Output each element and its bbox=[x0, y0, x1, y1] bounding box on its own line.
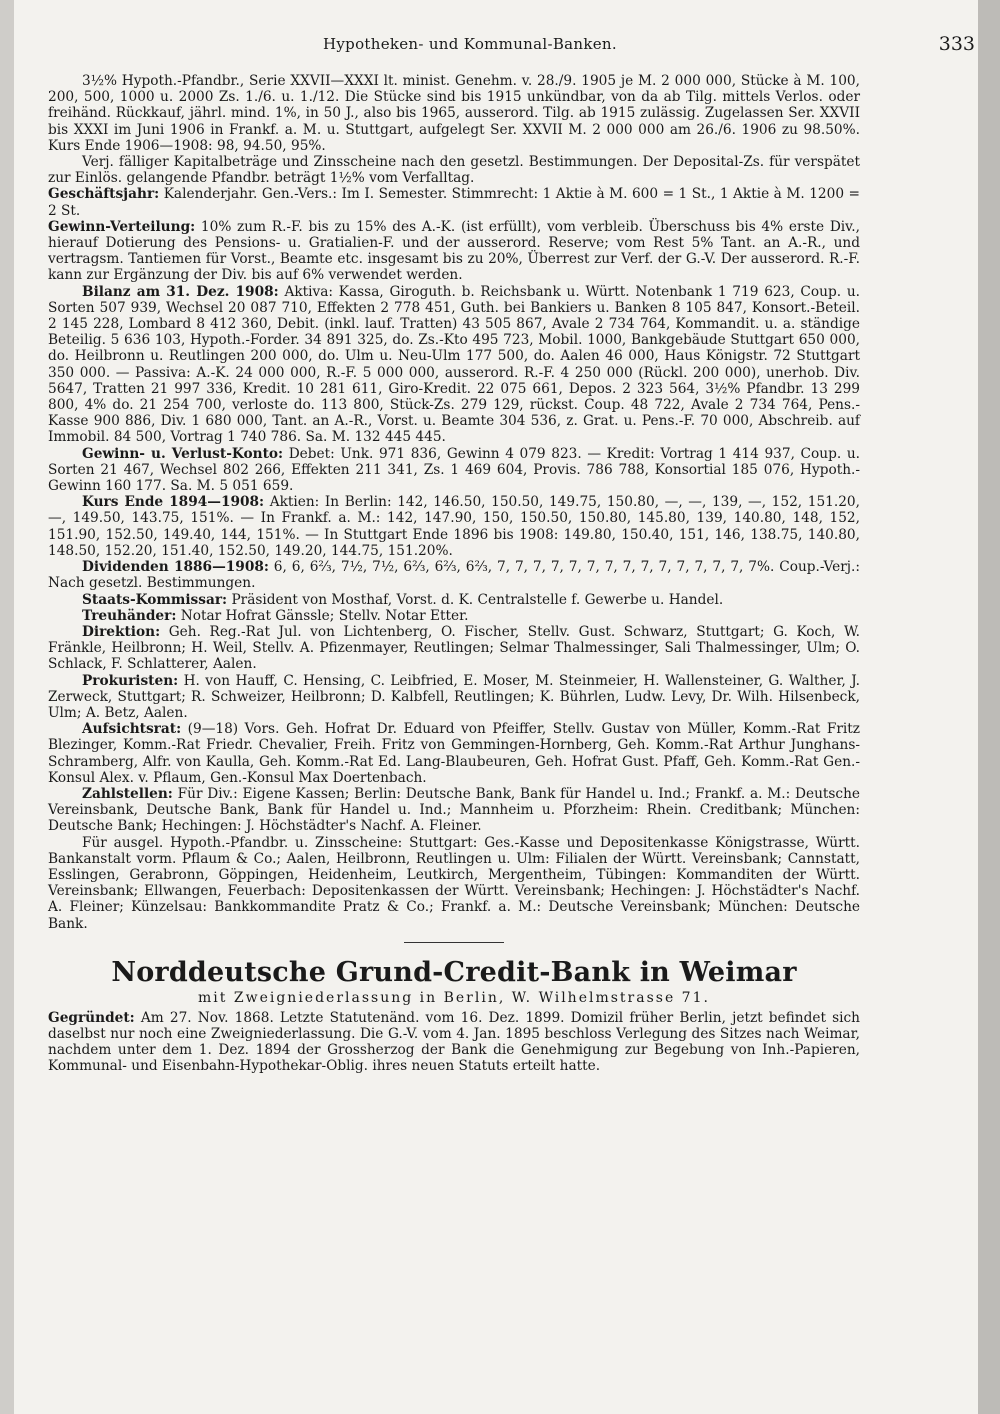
section-text: 6, 6, 6⅔, 7½, 7½, 6⅔, 6⅔, 6⅔, 7, 7, 7, 7, 7, 7, 7, 7, 7, 7, 7, 7, 7, 7, 7%. Coup.-Verj.: Nach gesetzl. Bestimmungen. bbox=[48, 559, 860, 592]
section-aufsichtsrat bbox=[48, 721, 860, 786]
section-geschaeftsjahr bbox=[48, 186, 860, 218]
section-text: 10% zum R.-F. bis zu 15% des A.-K. (ist erfüllt), vom verbleib. Überschuss bis 4% erste Div., hierauf Dotierung des Pensions- u. Gratialien-F. und der ausserord. Reserve; vom Rest 5% Tant. an A.-R., und vertragsm. Tantiemen für Vorst., Beamte etc. insgesamt bis zu 20%, Überrest zur Verf. der G.-V. Der ausserord. R.-F. kann zur Ergänzung der Div. bis auf 6% verwendet werden. bbox=[48, 218, 860, 284]
section-text: Debet: Unk. 971 836, Gewinn 4 079 823. — Kredit: Vortrag 1 414 937, Coup. u. Sorten 21 467, Wechsel 802 266, Effekten 211 341, Zs. 1 469 604, Provis. 786 788, Konsortial 185 076, Hypoth.-Gewinn 160 177. Sa. M. 5 051 659. bbox=[48, 445, 860, 495]
section-bilanz bbox=[48, 284, 860, 446]
section-label: Gegründet: bbox=[48, 1009, 135, 1026]
section-label: Kurs Ende 1894—1908: bbox=[82, 494, 265, 511]
section-label: Treuhänder: bbox=[82, 607, 177, 624]
section-text: Kalenderjahr. Gen.-Vers.: Im I. Semester. Stimmrecht: 1 Aktie à M. 600 = 1 St., 1 Aktie à M. 1200 = 2 St. bbox=[48, 186, 860, 219]
section-divider bbox=[404, 942, 504, 943]
section-gewinn-verteilung bbox=[48, 219, 860, 284]
paragraph-pfandbr bbox=[48, 73, 860, 154]
section-label: Geschäftsjahr: bbox=[48, 186, 160, 203]
section-direktion bbox=[48, 624, 860, 673]
page-header bbox=[60, 33, 975, 59]
section-treuhaender bbox=[48, 608, 860, 624]
section-label: Prokuristen: bbox=[82, 672, 179, 689]
running-title: Hypotheken- und Kommunal-Banken. bbox=[323, 35, 617, 53]
section-kurs bbox=[48, 494, 860, 559]
section-gewinn-verlust bbox=[48, 446, 860, 495]
scan-edge-right bbox=[978, 0, 1000, 1414]
section-label: Aufsichtsrat: bbox=[82, 721, 182, 738]
section-label: Gewinn-Verteilung: bbox=[48, 218, 196, 235]
section-label: Zahlstellen: bbox=[82, 785, 173, 802]
section-text: (9—18) Vors. Geh. Hofrat Dr. Eduard von Pfeiffer, Stellv. Gustav von Müller, Komm.-Rat Fritz Blezinger, Komm.-Rat Friedr. Chevalier, Freih. Fritz von Gemmingen-Hornberg, Geh. Komm.-Rat Arthur Junghans-Schramberg, Alfr. von Kaulla, Geh. Komm.-Rat Ed. Lang-Blaubeuren, Geh. Hofrat Gust. Pfaff, Geh. Komm.-Rat Gen.-Konsul Alex. v. Pflaum, Gen.-Konsul Max Doertenbach. bbox=[48, 721, 860, 786]
section-zahlstellen bbox=[48, 786, 860, 835]
section-label: Bilanz am 31. Dez. 1908: bbox=[82, 283, 279, 300]
bank-subtitle: mit Zweigniederlassung in Berlin, W. Wilhelmstrasse 71. bbox=[198, 989, 710, 1006]
section-dividenden bbox=[48, 559, 860, 591]
section-text: Präsident von Mosthaf, Vorst. d. K. Centralstelle f. Gewerbe u. Handel. bbox=[227, 591, 724, 608]
bank-title: Norddeutsche Grund-Credit-Bank in Weimar bbox=[111, 956, 797, 988]
page-number: 333 bbox=[938, 33, 975, 55]
section-label: Direktion: bbox=[82, 623, 161, 640]
scan-edge-left bbox=[0, 0, 14, 1414]
paragraph-text: Für ausgel. Hypoth.-Pfandbr. u. Zinsscheine: Stuttgart: Ges.-Kasse und Depositenkasse Königstrasse, Württ. Bankanstalt vorm. Pflaum & Co.; Aalen, Heilbronn, Reutlingen u. Ulm: Filialen der Württ. Vereinsbank; Cannstatt, Esslingen, Gerabronn, Göppingen, Heidenheim, Leutkirch, Mergentheim, Tübingen: Kommanditen der Württ. Vereinsbank; Ellwangen, Feuerbach: Depositenkassen der Württ. Vereinsbank; Hechingen: J. Höchstädter's Nachf. A. Fleiner; Künzelsau: Bankkommandite Pratz & Co.; Frankf. a. M.: Deutsche Vereinsbank; München: Deutsche Bank. bbox=[48, 834, 860, 932]
paragraph-text: 3½% Hypoth.-Pfandbr., Serie XXVII—XXXI lt. minist. Genehm. v. 28./9. 1905 je M. 2 000 000, Stücke à M. 100, 200, 500, 1000 u. 2000 Zs. 1./6. u. 1./12. Die Stücke sind bis 1915 unkündbar, von da ab Tilg. mittels Verlos. oder freihänd. Rückkauf, jährl. mind. 1%, in 50 J., also bis 1965, ausserord. Tilg. ab 1915 zulässig. Zugelassen Ser. XXVII bis XXXI im Juni 1906 in Frankf. a. M. u. Stuttgart, aufgelegt Ser. XXVII M. 2 000 000 am 26./6. 1906 zu 98.50%. Kurs Ende 1906—1908: 98, 94.50, 95%. bbox=[48, 73, 860, 154]
paragraph-pfandbr-zahlstellen bbox=[48, 835, 860, 932]
page-body bbox=[48, 73, 860, 1075]
section-label: Staats-Kommissar: bbox=[82, 591, 228, 608]
section-text: H. von Hauff, C. Hensing, C. Leibfried, E. Moser, M. Steinmeier, H. Wallensteiner, G. Walther, J. Zerweck, Stuttgart; R. Schweizer, Heilbronn; D. Kalbfell, Reutlingen; K. Bührlen, Ludw. Levy, Dr. Wilh. Hilsenbeck, Ulm; A. Betz, Aalen. bbox=[48, 672, 860, 721]
paragraph-verjaehrung bbox=[48, 154, 860, 186]
paragraph-text: Verj. fälliger Kapitalbeträge und Zinsscheine nach den gesetzl. Bestimmungen. Der Deposital-Zs. für verspätet zur Einlös. gelangende Pfandbr. beträgt 1½% vom Verfalltag. bbox=[48, 154, 860, 187]
section-staats-kommissar bbox=[48, 592, 860, 608]
section-text: Notar Hofrat Gänssle; Stellv. Notar Etter. bbox=[176, 607, 469, 624]
section-gegruendet bbox=[48, 1010, 860, 1075]
section-label: Gewinn- u. Verlust-Konto: bbox=[82, 445, 284, 462]
section-text: Für Div.: Eigene Kassen; Berlin: Deutsche Bank, Bank für Handel u. Ind.; Frankf. a. M.: Deutsche Vereinsbank, Deutsche Bank, Bank für Handel u. Ind.; Mannheim u. Pforzheim: Rhein. Creditbank; München: Deutsche Bank; Hechingen: J. Höchstädter's Nachf. A. Fleiner. bbox=[48, 785, 860, 835]
section-text: Aktiva: Kassa, Giroguth. b. Reichsbank u. Württ. Notenbank 1 719 623, Coup. u. Sorten 507 939, Wechsel 20 087 710, Effekten 2 778 451, Guth. bei Bankiers u. Banken 8 105 847, Konsort.-Beteil. 2 145 228, Lombard 8 412 360, Debit. (inkl. lauf. Tratten) 43 505 867, Avale 2 734 764, Kommandit. u. a. ständige Beteilig. 5 636 103, Hypoth.-Forder. 34 891 325, do. Zs.-Kto 495 723, Mobil. 1000, Bankgebäude Stuttgart 650 000, do. Heilbronn u. Reutlingen 200 000, do. Ulm u. Neu-Ulm 177 500, do. Aalen 46 000, Haus Königstr. 72 Stuttgart 350 000. — Passiva: A.-K. 24 000 000, R.-F. 5 000 000, ausserord. R.-F. 4 250 000 (Rückl. 200 000), unerhob. Div. 5647, Tratten 21 997 336, Kredit. 10 281 611, Giro-Kredit. 22 075 661, Depos. 2 323 564, 3½% Pfandbr. 13 299 800, 4% do. 21 254 700, verloste do. 113 800, Stück-Zs. 279 129, rückst. Coup. 48 722, Avale 2 734 764, Pens.-Kasse 900 886, Div. 1 680 000, Tant. an A.-R., Vorst. u. Beamte 304 536, z. Grat. u. Pens.-F. 70 000, Abschreib. auf Immobil. 84 500, Vortrag 1 740 786. Sa. M. 132 445 445. bbox=[48, 283, 860, 446]
section-text: Am 27. Nov. 1868. Letzte Statutenänd. vom 16. Dez. 1899. Domizil früher Berlin, jetzt befindet sich daselbst nur noch eine Zweigniederlassung. Die G.-V. vom 4. Jan. 1895 beschloss Verlegung des Sitzes nach Weimar, nachdem unter dem 1. Dez. 1894 der Grossherzog der Bank die Genehmigung zur Begebung von Inh.-Papieren, Kommunal- und Eisenbahn-Hypothekar-Oblig. ihres neuen Statuts erteilt hatte. bbox=[48, 1009, 860, 1075]
section-text: Aktien: In Berlin: 142, 146.50, 150.50, 149.75, 150.80, —, —, 139, —, 152, 151.20, —, 149.50, 143.75, 151%. — In Frankf. a. M.: 142, 147.90, 150, 150.50, 150.80, 145.80, 139, 140.80, 148, 152, 151.90, 152.50, 149.40, 144, 151%. — In Stuttgart Ende 1896 bis 1908: 149.80, 150.40, 151, 146, 138.75, 140.80, 148.50, 152.20, 151.40, 152.50, 149.20, 144.75, 151.20%. bbox=[48, 494, 860, 559]
section-label: Dividenden 1886—1908: bbox=[82, 559, 269, 576]
section-prokuristen bbox=[48, 673, 860, 722]
section-text: Geh. Reg.-Rat Jul. von Lichtenberg, O. Fischer, Stellv. Gust. Schwarz, Stuttgart; G. Koch, W. Fränkle, Heilbronn; H. Weil, Stellv. A. Pfizenmayer, Reutlingen; Selmar Thalmessinger, Sali Thalmessinger, Ulm; O. Schlack, F. Schlatterer, Aalen. bbox=[48, 623, 860, 673]
